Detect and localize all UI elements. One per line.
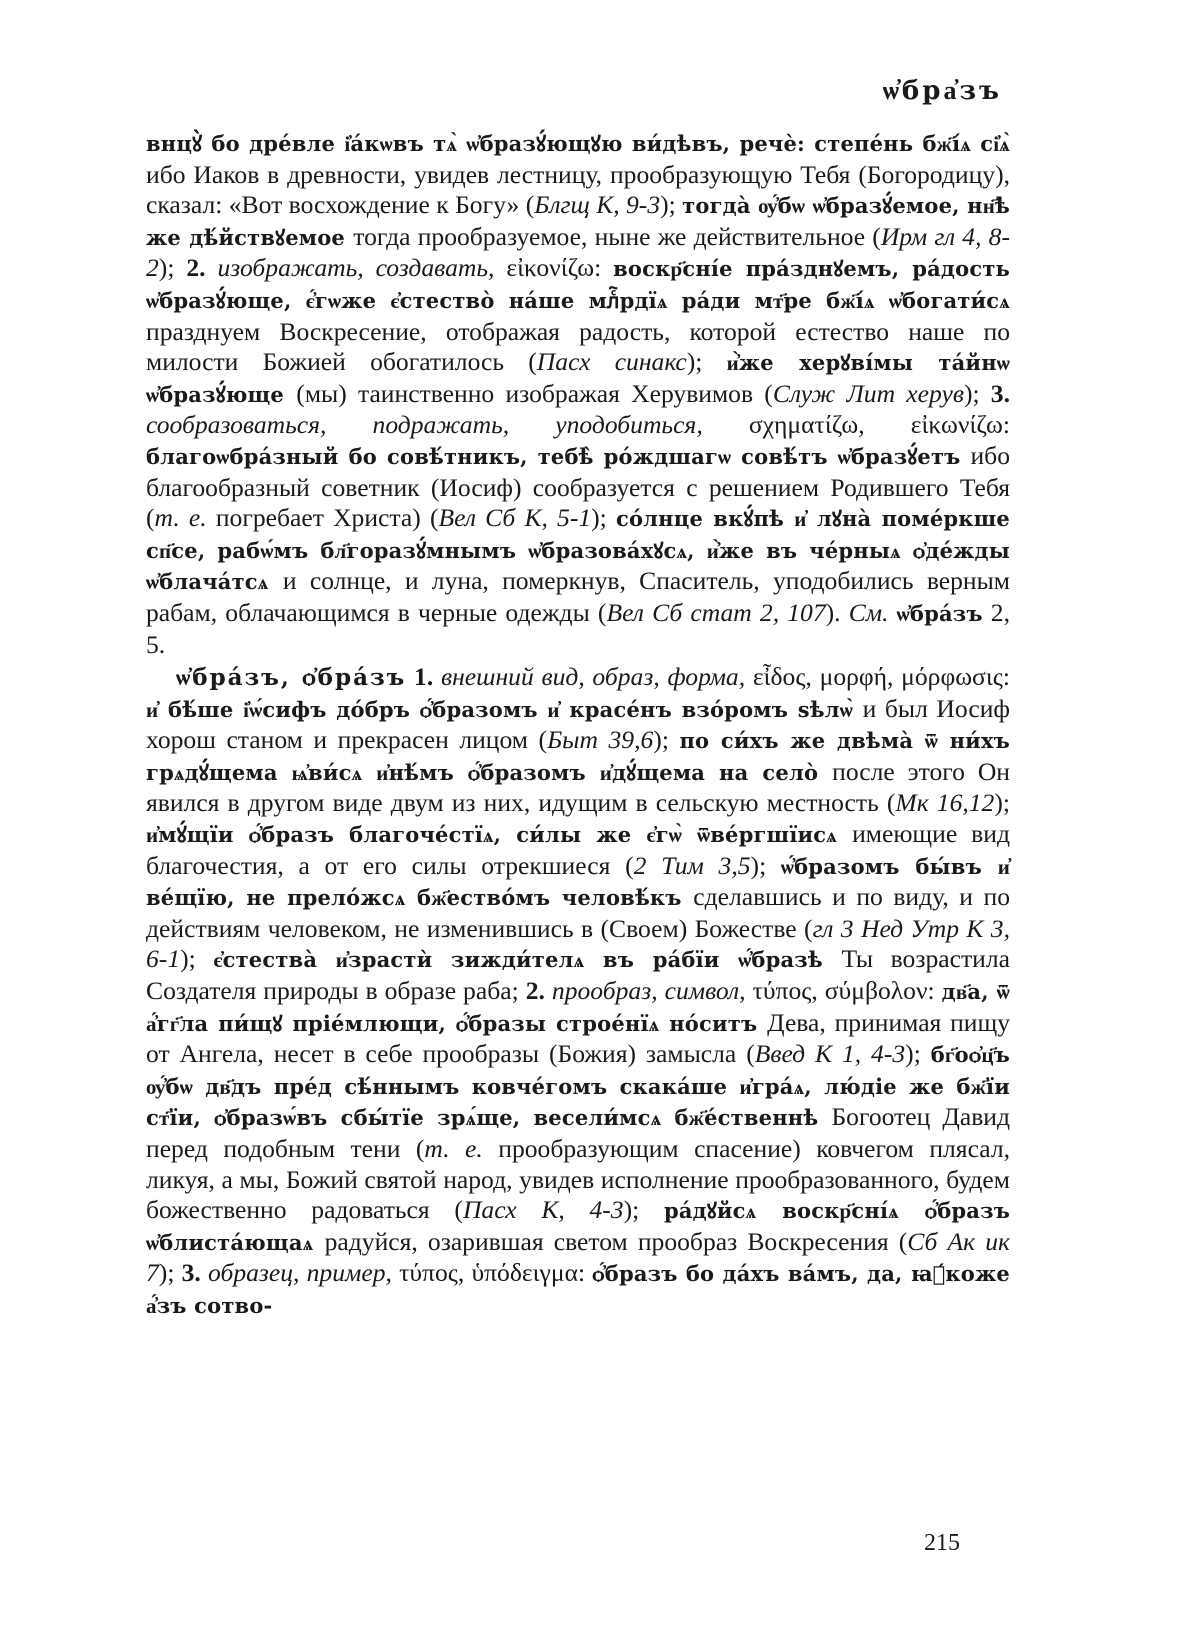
church-slavonic-quote: тогда̀ ѹ҆́бѡ ѡ҆бразꙋ́емое, нн҃ѣ же дѣ́йствꙋемое — [146, 193, 1010, 250]
russian-text: ); — [905, 1039, 931, 1069]
sense-number: 2. — [186, 253, 206, 283]
russian-text: εἰκονίζω: — [494, 253, 614, 283]
russian-text — [545, 976, 552, 1005]
italic-text: Сб Ак ик 7 — [146, 1226, 1010, 1288]
russian-text — [201, 1258, 208, 1287]
sense-number: 3. — [990, 378, 1010, 408]
sense-number: 2. — [525, 976, 545, 1006]
church-slavonic-quote: ѻ҆́бразъ бо да́хъ ва́мъ, да, ꙗ҆́коже а҆́зъ сотво- — [146, 1261, 1010, 1318]
russian-text: ); — [686, 347, 727, 377]
russian-text: ); — [660, 190, 683, 220]
italic-text: См. — [848, 597, 889, 627]
church-slavonic-quote: со́лнце вкꙋ́пѣ и҆ лꙋна̀ поме́ркше сп҃се, рабѡ́мъ бл҃горазꙋ́мнымъ ѡ҆бразова́хꙋсѧ, и҆̀же въ че́рныѧ ѻ҆де́жды ѡ҆блача́тсѧ — [146, 506, 1010, 595]
italic-text: образец, пример, — [207, 1258, 392, 1288]
russian-text: и был Иосиф хорош станом и прекрасен лицом ( — [146, 693, 1010, 755]
church-slavonic-quote: дв҃а, ѿ а҆́гг҃ла пи́щꙋ пріе́млющи, ѻ҆́бразы строе́нїѧ но́ситъ — [146, 979, 1011, 1036]
entry-obraz-paragraph — [146, 662, 1010, 1321]
italic-text: прообраз, символ, — [551, 976, 746, 1006]
italic-text: 2 Тим 3,5 — [633, 850, 751, 880]
russian-text: ); — [653, 725, 680, 755]
russian-text: Дева, принимая пищу от Ангела, несет в себе прообразы (Божия) замысла ( — [146, 1007, 1010, 1069]
russian-text: Ты возрастила Создателя природы в образе раба; — [146, 944, 1010, 1006]
church-slavonic-quote: и҆мꙋ́щїи ѻ҆́бразъ благоче́стїѧ, си́лы же є҆гѡ̀ ѿве́ргшїисѧ — [146, 822, 853, 848]
russian-text: после этого Он явился в другом виде двум из них, идущим в сельскую местность ( — [146, 756, 1011, 818]
italic-text: Мк 16,12 — [895, 788, 995, 818]
page-number: 215 — [924, 1530, 960, 1556]
sense-number: 1. — [414, 662, 434, 692]
russian-text: празднуем Воскресение, отображая радость, которой естество наше по милости Божией обогатилось ( — [146, 316, 1010, 377]
russian-text: ); — [750, 850, 781, 880]
church-slavonic-quote: воскр҃сні́е пра́зднꙋемъ, ра́дость ѡ҆бразꙋ́юще, є҆́гѡже є҆стество̀ на́ше млⷭ҇рдїѧ ра́ди мт҃ре бж҃і́ѧ ѡ҆богати́сѧ — [146, 256, 1010, 313]
russian-text: 2, 5. — [146, 597, 1011, 659]
italic-text: Пасх К, 4-3 — [462, 1195, 624, 1225]
church-slavonic-quote: ѡ҆бра́зъ — [896, 600, 983, 626]
church-slavonic-quote: благоѡбра́зный бо совѣ́тникъ, тебѣ̀ ро́ждшагѡ совѣ́тъ ѡ҆бразꙋ́етъ — [146, 443, 971, 469]
russian-text: радуйся, озарившая светом прообраз Воскресения ( — [324, 1226, 908, 1256]
russian-text: погребает Христа) ( — [206, 503, 439, 533]
russian-text: прообразующим спасение) ковчегом плясал, ликуя, а мы, Божий святой народ, увидев исполнение прообразованного, будем божественно радоваться ( — [146, 1134, 1010, 1225]
italic-text: Блгщ К, 9-3 — [534, 190, 661, 220]
church-slavonic-quote: є҆стества̀ и҆зрастѝ зижди́телѧ въ ра́бїи ѡ҆́бразѣ — [213, 947, 842, 973]
russian-text: сделавшись и по виду, и по действиям человеком, не изменившись в (Своем) Божестве ( — [146, 882, 1011, 943]
church-slavonic-quote: по си́хъ же двѣма̀ ѿ ни́хъ грѧдꙋ́щема ѩ҆ви́сѧ и҆нѣ́мъ ѻ҆́бразомъ и҆дꙋ́щема на село̀ — [146, 728, 1010, 785]
italic-text: Служ Лит херув — [772, 378, 964, 408]
italic-text: Введ К 1, 4-3 — [754, 1039, 906, 1069]
russian-text — [889, 598, 897, 627]
russian-text: τύπος, ὑπόδειγμα: — [391, 1258, 593, 1288]
text-column — [146, 128, 1010, 1322]
headword: ѡ҆бра́зъ, ѻ҆бра́зъ — [176, 664, 407, 692]
italic-text: Пасх синакс — [536, 347, 687, 377]
church-slavonic-quote: и҆ бѣ́ше і҆ѡ́сифъ до́бръ ѻ҆́бразомъ и҆ красе́нъ взо́ромъ ѕѣлѡ̀ — [146, 696, 863, 722]
russian-text: ибо Иаков в древности, увидев лестницу, прообразующую Тебя (Богородицу), сказал: «Вот восхождение к Богу» ( — [146, 159, 1010, 220]
russian-text: τύπος, σύμβολον: — [745, 976, 942, 1006]
russian-text: ); — [994, 788, 1010, 818]
church-slavonic-quote: и҆̀же херꙋві́мы та́йнѡ ѡ҆бразꙋ́юще — [146, 350, 1010, 407]
russian-text: тогда прообразуемое, ныне же действительное ( — [353, 221, 881, 251]
russian-text: ); — [158, 1258, 182, 1288]
italic-text: т. е. — [154, 503, 207, 533]
russian-text: (мы) таинственно изображая Херувимов ( — [296, 378, 773, 408]
russian-text: ); — [180, 944, 214, 974]
russian-text: ибо благообразный советник (Иосиф) сообразуется с решением Родившего Тебя ( — [146, 440, 1010, 533]
italic-text: гл 3 Нед Утр К 3, 6-1 — [146, 913, 1010, 974]
running-head: ѡ҆бра҆зъ — [882, 76, 1002, 106]
sense-number: 3. — [181, 1258, 201, 1288]
russian-text: Богоотец Давид перед подобным тени ( — [146, 1102, 1010, 1163]
church-slavonic-quote: ра́дꙋйсѧ воскр҃сні́ѧ ѻ҆́бразъ ѡ҆блиста́ющаѧ — [146, 1198, 1010, 1255]
russian-text — [206, 253, 218, 282]
russian-text: ); — [591, 503, 616, 533]
italic-text: Вел Сб стат 2, 107 — [606, 597, 826, 627]
italic-text: внешний вид, образ, форма, — [440, 662, 746, 692]
russian-text: ); — [158, 253, 187, 283]
italic-text: Вел Сб К, 5-1 — [438, 503, 592, 533]
italic-text: Ирм гл 4, 8-2 — [146, 221, 1010, 283]
russian-text: ). — [825, 597, 849, 627]
russian-text: имеющие вид благочестия, а от его силы отрекшиеся ( — [146, 819, 1010, 880]
church-slavonic-quote: ѡ҆́бразомъ бы́въ и҆ ве́щїю, не прело́жсѧ бж҃ество́мъ человѣ́къ — [146, 853, 1010, 911]
italic-text: изображать, создавать, — [217, 253, 495, 283]
russian-text: σχηματίζω, εἰκωνίζω: — [702, 410, 1010, 440]
entry-continuation-paragraph — [146, 128, 1010, 660]
russian-text — [433, 662, 441, 691]
italic-text: Быт 39,6 — [547, 725, 654, 755]
italic-text: сообразоваться, подражать, уподобиться, — [146, 410, 703, 440]
russian-text: ); — [623, 1195, 664, 1225]
russian-text: εἶδος, μορφή, μόρφωσις: — [745, 662, 1010, 692]
russian-text: ); — [963, 378, 991, 408]
church-slavonic-quote: бг҃оѻ҆ц҃ъ ѹ҆́бѡ дв҃дъ пре́д сѣ́ннымъ ковче́гомъ скака́ше и҆гра́ѧ, лю́діе же бж҃їи ст҃їи, ѻ҆бразѡ́въ сбы́тїе зрѧ́ще, весели́мсѧ бж҃е́ственнѣ — [146, 1042, 1010, 1131]
russian-text — [406, 662, 414, 691]
russian-text: и солнце, и луна, померкнув, Спаситель, уподобились верным рабам, облачающимся в черные одежды ( — [146, 566, 1011, 627]
church-slavonic-quote: внцꙋ̀ бо дре́вле і҆а́кѡвъ тѧ̀ ѡ҆бразꙋ́ющꙋю ви́дѣвъ, речѐ: степе́нь бж҃і́ѧ сі҆ѧ̀ — [146, 131, 1010, 156]
italic-text: т. е. — [424, 1134, 483, 1163]
